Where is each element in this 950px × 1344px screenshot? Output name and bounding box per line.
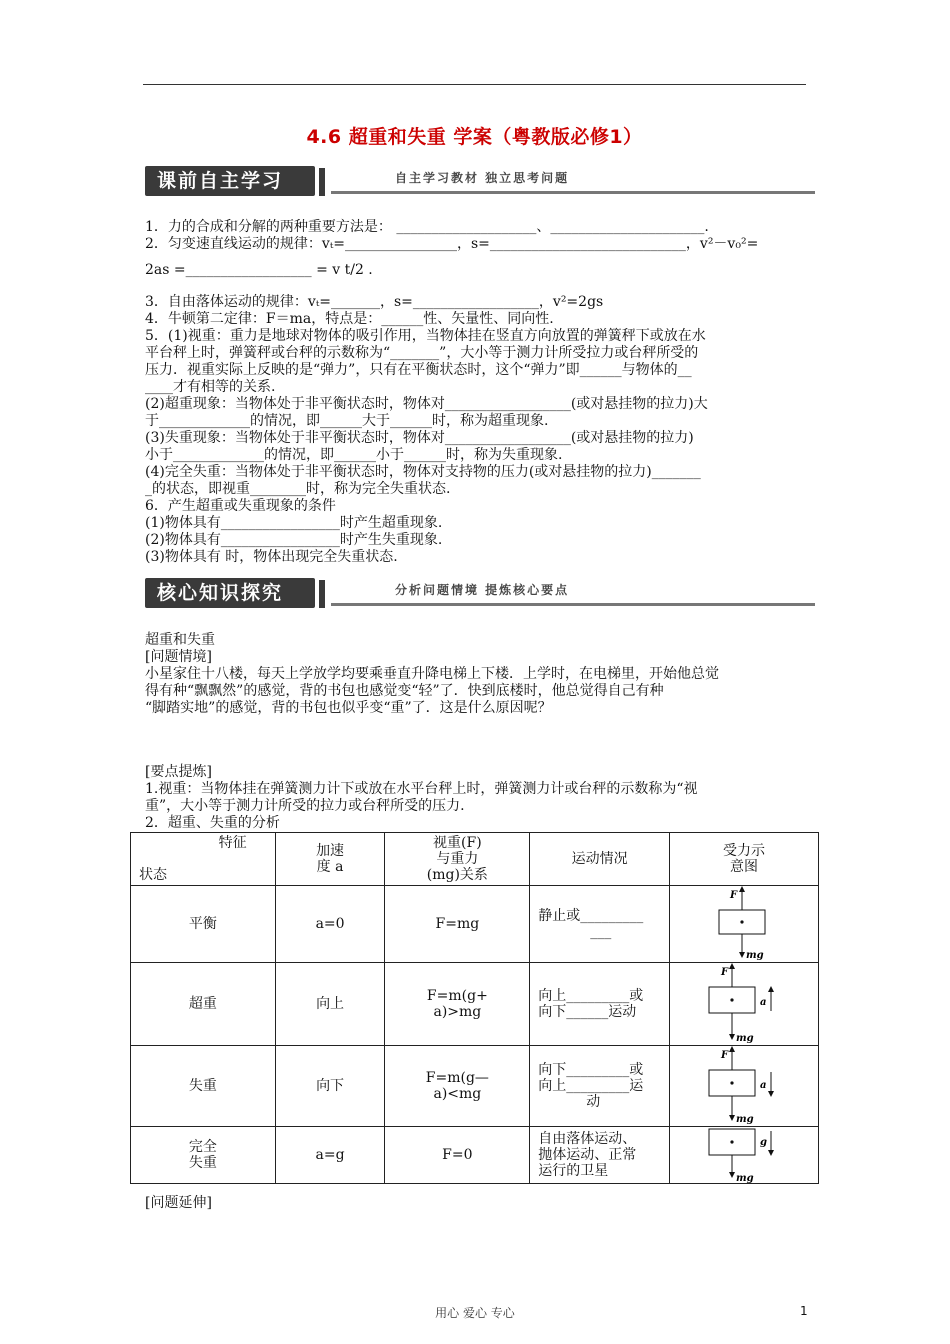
question-5-line-9: (4)完全失重：当物体处于非平衡状态时，物体对支持物的压力(或对悬挂物的拉力)_______ <box>145 464 701 480</box>
question-5-line-8: 小于_____________的情况，即______小于______时，称为失重现象. <box>145 447 563 463</box>
point-1-line-1: 1.视重：当物体挂在弹簧测力计下或放在水平台秤上时，弹簧测力计或台秤的示数称为“视 <box>145 781 698 797</box>
relation-cell: F=m(g+ a)>mg <box>385 963 530 1046</box>
center-point <box>740 920 743 923</box>
acceleration-label: g <box>760 1137 768 1148</box>
question-5-line-2: 平台秤上时，弹簧秤或台秤的示数称为“_______”，大小等于测力计所受拉力或台秤所受的 <box>145 345 699 361</box>
state-cell: 失重 <box>131 1046 276 1127</box>
question-5-line-7: (3)失重现象：当物体处于非平衡状态时，物体对__________________(或对悬挂物的拉力) <box>145 430 694 446</box>
motion-cell: 自由落体运动、 抛体运动、正常 运行的卫星 <box>530 1127 670 1184</box>
page-footer: 用心 爱心 专心 <box>435 1306 515 1320</box>
motion-cell: 静止或_________ ___ <box>530 886 670 963</box>
header-weight: 视重(F) 与重力 (mg)关系 <box>385 833 530 886</box>
banner-bar <box>319 168 325 196</box>
page-title: 4.6 超重和失重 学案（粤教版必修1） <box>306 126 643 148</box>
table-row <box>131 1127 819 1184</box>
header-diagram: 受力示 意图 <box>670 833 819 886</box>
gravity-label: mg <box>736 1173 754 1183</box>
extension-label: [问题延伸] <box>145 1195 212 1211</box>
center-point <box>730 1081 733 1084</box>
gravity-label: mg <box>746 950 764 961</box>
question-3: 3．自由落体运动的规律：vₜ=_______，s=__________________，v²=2gs <box>145 294 604 310</box>
scenario-label: [问题情境] <box>145 649 212 665</box>
force-diagram-cell <box>670 886 819 963</box>
acceleration-label: a <box>760 1080 767 1091</box>
point-1-line-2: 重”，大小等于测力计所受的拉力或台秤所受的压力. <box>145 798 465 814</box>
section-subtitle: 自主学习教材 独立思考问题 <box>395 171 570 185</box>
gravity-label: mg <box>736 1114 754 1125</box>
section-label: 课前自主学习 <box>145 166 315 196</box>
table-row <box>131 963 819 1046</box>
section-label: 核心知识探究 <box>145 578 315 608</box>
section-banner-core <box>145 578 815 612</box>
question-6-3: (3)物体具有 时，物体出现完全失重状态. <box>145 549 398 565</box>
center-point <box>730 1140 733 1143</box>
relation-cell: F=m(g— a)<mg <box>385 1046 530 1127</box>
core-topic: 超重和失重 <box>145 632 215 648</box>
header-diagonal-cell <box>131 833 276 886</box>
header-accel: 加速 度 a <box>275 833 385 886</box>
question-1: 1．力的合成和分解的两种重要方法是： ____________________、______________________. <box>145 219 709 235</box>
header-state: 状态 <box>139 867 167 883</box>
banner-line <box>331 191 815 194</box>
section-subtitle: 分析问题情境 提炼核心要点 <box>395 583 570 597</box>
scenario-line-1: 小星家住十八楼，每天上学放学均要乘垂直升降电梯上下楼．上学时，在电梯里，开始他总觉 <box>145 666 719 682</box>
question-5-line-1: 5．(1)视重：重力是地球对物体的吸引作用，当物体挂在竖直方向放置的弹簧秤下或放在水 <box>145 328 706 344</box>
question-5-line-3: 压力．视重实际上反映的是“弹力”，只有在平衡状态时，这个“弹力”即______与物体的__ <box>145 362 692 378</box>
motion-cell: 向下_________或 向上_________运 动 <box>530 1046 670 1127</box>
force-diagram-weightless <box>699 1127 789 1183</box>
force-label: F <box>721 1050 729 1061</box>
question-5-line-10: _的状态，即视重________时，称为完全失重状态. <box>145 481 451 497</box>
section-banner-prestudy <box>145 166 815 200</box>
header-motion: 运动情况 <box>530 833 670 886</box>
state-cell: 超重 <box>131 963 276 1046</box>
point-2: 2．超重、失重的分析 <box>145 815 280 831</box>
table-row <box>131 886 819 963</box>
question-4: 4．牛顿第二定律：F＝ma，特点是：______性、矢量性、同向性. <box>145 311 554 327</box>
scenario-line-2: 得有种“飘飘然”的感觉，背的书包也感觉变“轻”了．快到底楼时，他总觉得自己有种 <box>145 683 664 699</box>
page-number: 1 <box>800 1304 808 1318</box>
force-diagram-balance <box>699 886 789 962</box>
state-cell: 完全 失重 <box>131 1127 276 1184</box>
question-5-line-4: ____才有相等的关系. <box>145 379 276 395</box>
force-label: F <box>721 967 729 978</box>
scenario-line-3: “脚踏实地”的感觉，背的书包也似乎变“重”了．这是什么原因呢？ <box>145 700 552 716</box>
state-cell: 平衡 <box>131 886 276 963</box>
banner-bar <box>319 580 325 608</box>
question-2: 2．匀变速直线运动的规律：vₜ=________________，s=____________________________，v²－v₀²= <box>145 236 759 252</box>
question-5-line-5: (2)超重现象：当物体处于非平衡状态时，物体对__________________(或对悬挂物的拉力)大 <box>145 396 708 412</box>
banner-line <box>331 603 815 606</box>
force-diagram-underweight <box>699 1046 789 1126</box>
acceleration-label: a <box>760 997 767 1008</box>
force-diagram-cell <box>670 1127 819 1184</box>
motion-cell: 向上_________或 向下______运动 <box>530 963 670 1046</box>
center-point <box>730 998 733 1001</box>
accel-cell: 向下 <box>275 1046 385 1127</box>
relation-cell: F=mg <box>385 886 530 963</box>
accel-cell: 向上 <box>275 963 385 1046</box>
relation-cell: F=0 <box>385 1127 530 1184</box>
gravity-label: mg <box>736 1033 754 1044</box>
header-rule <box>143 84 806 85</box>
points-label: [要点提炼] <box>145 764 212 780</box>
question-6-2: (2)物体具有_________________时产生失重现象. <box>145 532 443 548</box>
header-feature: 特征 <box>218 835 247 851</box>
accel-cell: a=0 <box>275 886 385 963</box>
analysis-table <box>130 832 819 1184</box>
question-2-cont: 2as =__________________ = v t/2 . <box>145 262 373 278</box>
force-diagram-cell <box>670 1046 819 1127</box>
question-5-line-6: 于_____________的情况，即______大于______时，称为超重现象. <box>145 413 549 429</box>
force-label: F <box>730 890 738 901</box>
question-6: 6．产生超重或失重现象的条件 <box>145 498 336 514</box>
question-6-1: (1)物体具有_________________时产生超重现象. <box>145 515 443 531</box>
force-diagram-overweight <box>699 963 789 1045</box>
accel-cell: a=g <box>275 1127 385 1184</box>
table-row <box>131 1046 819 1127</box>
force-diagram-cell <box>670 963 819 1046</box>
table-header-row <box>131 833 819 886</box>
